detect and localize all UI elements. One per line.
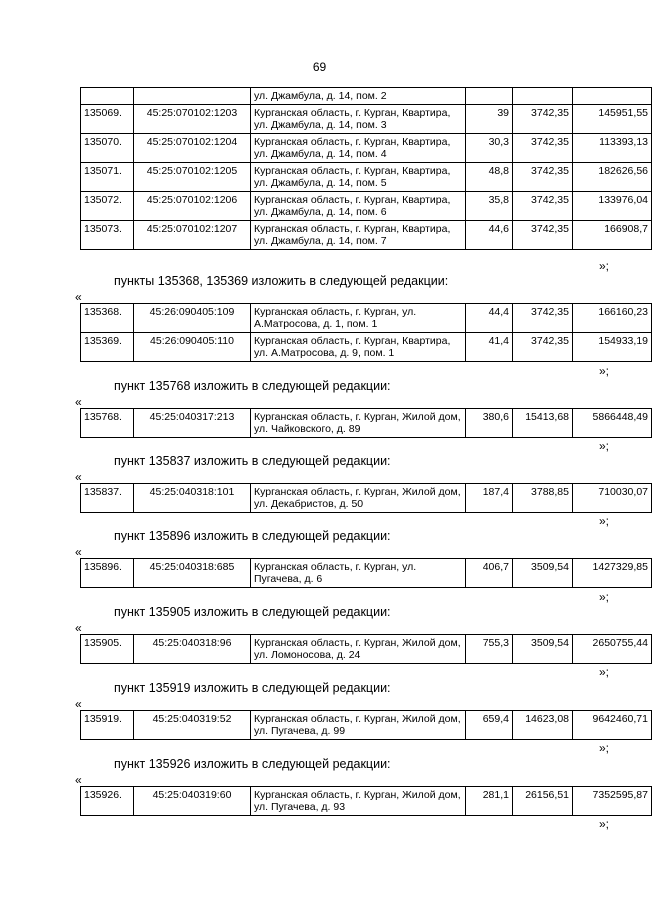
opening-quote: «: [75, 545, 82, 559]
table-row: [81, 635, 652, 664]
row-number: 135069.: [81, 105, 134, 134]
table-block-4: [80, 558, 652, 588]
row-number: 135905.: [81, 635, 134, 664]
cadastral-number: 45:25:070102:1205: [134, 163, 251, 192]
value: 166908,7: [573, 221, 652, 250]
area: 44,4: [466, 304, 513, 333]
table-row: [81, 333, 652, 362]
cadastral-number: 45:25:070102:1206: [134, 192, 251, 221]
instruction-text: пункт 135896 изложить в следующей редакции:: [114, 529, 391, 543]
instruction-text: пункт 135919 изложить в следующей редакции:: [114, 681, 391, 695]
value: 182626,56: [573, 163, 652, 192]
opening-quote: «: [75, 773, 82, 787]
value: 113393,13: [573, 134, 652, 163]
value: 2650755,44: [573, 635, 652, 664]
area: 44,6: [466, 221, 513, 250]
value: 5866448,49: [573, 409, 652, 438]
row-number: 135837.: [81, 484, 134, 513]
table-block-5: [80, 634, 652, 664]
row-number: 135768.: [81, 409, 134, 438]
cadastral-number: 45:26:090405:110: [134, 333, 251, 362]
value: 7352595,87: [573, 787, 652, 816]
rate: 3742,35: [513, 163, 573, 192]
rate: 3742,35: [513, 192, 573, 221]
closing-quote: »;: [598, 364, 609, 378]
area: 35,8: [466, 192, 513, 221]
area: 659,4: [466, 711, 513, 740]
instruction-text: пункт 135768 изложить в следующей редакции:: [114, 379, 391, 393]
cadastral-number: 45:25:040319:60: [134, 787, 251, 816]
cadastral-number: 45:25:040318:685: [134, 559, 251, 588]
instruction-text: пункт 135905 изложить в следующей редакции:: [114, 605, 391, 619]
row-number: 135072.: [81, 192, 134, 221]
cadastral-number: 45:26:090405:109: [134, 304, 251, 333]
area: 30,3: [466, 134, 513, 163]
table-row: [81, 711, 652, 740]
instruction-text: пункт 135837 изложить в следующей редакции:: [114, 454, 391, 468]
row-number: 135896.: [81, 559, 134, 588]
closing-quote: »;: [598, 259, 609, 273]
cadastral-number: 45:25:070102:1203: [134, 105, 251, 134]
value: 9642460,71: [573, 711, 652, 740]
value: 1427329,85: [573, 559, 652, 588]
address: Курганская область, г. Курган, ул. А.Матросова, д. 1, пом. 1: [251, 304, 466, 333]
address: Курганская область, г. Курган, Квартира, ул. Джамбула, д. 14, пом. 7: [251, 221, 466, 250]
value: 710030,07: [573, 484, 652, 513]
rate: 3788,85: [513, 484, 573, 513]
address: Курганская область, г. Курган, Квартира, ул. Джамбула, д. 14, пом. 6: [251, 192, 466, 221]
closing-quote: »;: [598, 439, 609, 453]
closing-quote: »;: [598, 665, 609, 679]
address: Курганская область, г. Курган, Жилой дом, ул. Пугачева, д. 93: [251, 787, 466, 816]
rate: 3742,35: [513, 105, 573, 134]
table-row: [81, 304, 652, 333]
row-number: 135071.: [81, 163, 134, 192]
area: 187,4: [466, 484, 513, 513]
value: 166160,23: [573, 304, 652, 333]
value: [573, 88, 652, 105]
table-row: [81, 484, 652, 513]
address: ул. Джамбула, д. 14, пом. 2: [251, 88, 466, 105]
opening-quote: «: [75, 621, 82, 635]
table-row: [81, 559, 652, 588]
rate: 3509,54: [513, 559, 573, 588]
instruction-text: пункт 135926 изложить в следующей редакции:: [114, 757, 391, 771]
table-block-0: [80, 87, 652, 250]
cadastral-number: [134, 88, 251, 105]
area: 39: [466, 105, 513, 134]
area: 41,4: [466, 333, 513, 362]
address: Курганская область, г. Курган, Жилой дом, ул. Чайковского, д. 89: [251, 409, 466, 438]
area: 48,8: [466, 163, 513, 192]
page-number: 69: [312, 60, 327, 74]
closing-quote: »;: [598, 590, 609, 604]
cadastral-number: 45:25:040319:52: [134, 711, 251, 740]
closing-quote: »;: [598, 741, 609, 755]
table-block-7: [80, 786, 652, 816]
table-row: [81, 221, 652, 250]
rate: 3742,35: [513, 304, 573, 333]
address: Курганская область, г. Курган, ул. Пугачева, д. 6: [251, 559, 466, 588]
value: 133976,04: [573, 192, 652, 221]
table-row: [81, 105, 652, 134]
cadastral-number: 45:25:070102:1204: [134, 134, 251, 163]
cadastral-number: 45:25:040318:101: [134, 484, 251, 513]
opening-quote: «: [75, 697, 82, 711]
row-number: 135369.: [81, 333, 134, 362]
closing-quote: »;: [598, 514, 609, 528]
cadastral-number: 45:25:040317:213: [134, 409, 251, 438]
closing-quote: »;: [598, 817, 609, 831]
table-row: [81, 787, 652, 816]
value: 154933,19: [573, 333, 652, 362]
rate: 14623,08: [513, 711, 573, 740]
table-block-2: [80, 408, 652, 438]
address: Курганская область, г. Курган, Квартира, ул. Джамбула, д. 14, пом. 4: [251, 134, 466, 163]
rate: 15413,68: [513, 409, 573, 438]
opening-quote: «: [75, 290, 82, 304]
value: 145951,55: [573, 105, 652, 134]
rate: 3742,35: [513, 333, 573, 362]
address: Курганская область, г. Курган, Жилой дом, ул. Ломоносова, д. 24: [251, 635, 466, 664]
rate: [513, 88, 573, 105]
rate: 3509,54: [513, 635, 573, 664]
area: 406,7: [466, 559, 513, 588]
row-number: 135070.: [81, 134, 134, 163]
table-row: [81, 88, 652, 105]
row-number: 135919.: [81, 711, 134, 740]
table-row: [81, 192, 652, 221]
cadastral-number: 45:25:070102:1207: [134, 221, 251, 250]
address: Курганская область, г. Курган, Квартира, ул. А.Матросова, д. 9, пом. 1: [251, 333, 466, 362]
opening-quote: «: [75, 470, 82, 484]
opening-quote: «: [75, 395, 82, 409]
table-row: [81, 409, 652, 438]
table-row: [81, 163, 652, 192]
instruction-text: пункты 135368, 135369 изложить в следующей редакции:: [114, 274, 449, 288]
row-number: 135368.: [81, 304, 134, 333]
table-block-3: [80, 483, 652, 513]
row-number: [81, 88, 134, 105]
address: Курганская область, г. Курган, Жилой дом, ул. Пугачева, д. 99: [251, 711, 466, 740]
rate: 3742,35: [513, 221, 573, 250]
rate: 3742,35: [513, 134, 573, 163]
table-block-6: [80, 710, 652, 740]
address: Курганская область, г. Курган, Квартира, ул. Джамбула, д. 14, пом. 3: [251, 105, 466, 134]
area: 380,6: [466, 409, 513, 438]
address: Курганская область, г. Курган, Квартира, ул. Джамбула, д. 14, пом. 5: [251, 163, 466, 192]
rate: 26156,51: [513, 787, 573, 816]
row-number: 135073.: [81, 221, 134, 250]
address: Курганская область, г. Курган, Жилой дом, ул. Декабристов, д. 50: [251, 484, 466, 513]
area: [466, 88, 513, 105]
table-row: [81, 134, 652, 163]
table-block-1: [80, 303, 652, 362]
row-number: 135926.: [81, 787, 134, 816]
area: 755,3: [466, 635, 513, 664]
area: 281,1: [466, 787, 513, 816]
cadastral-number: 45:25:040318:96: [134, 635, 251, 664]
